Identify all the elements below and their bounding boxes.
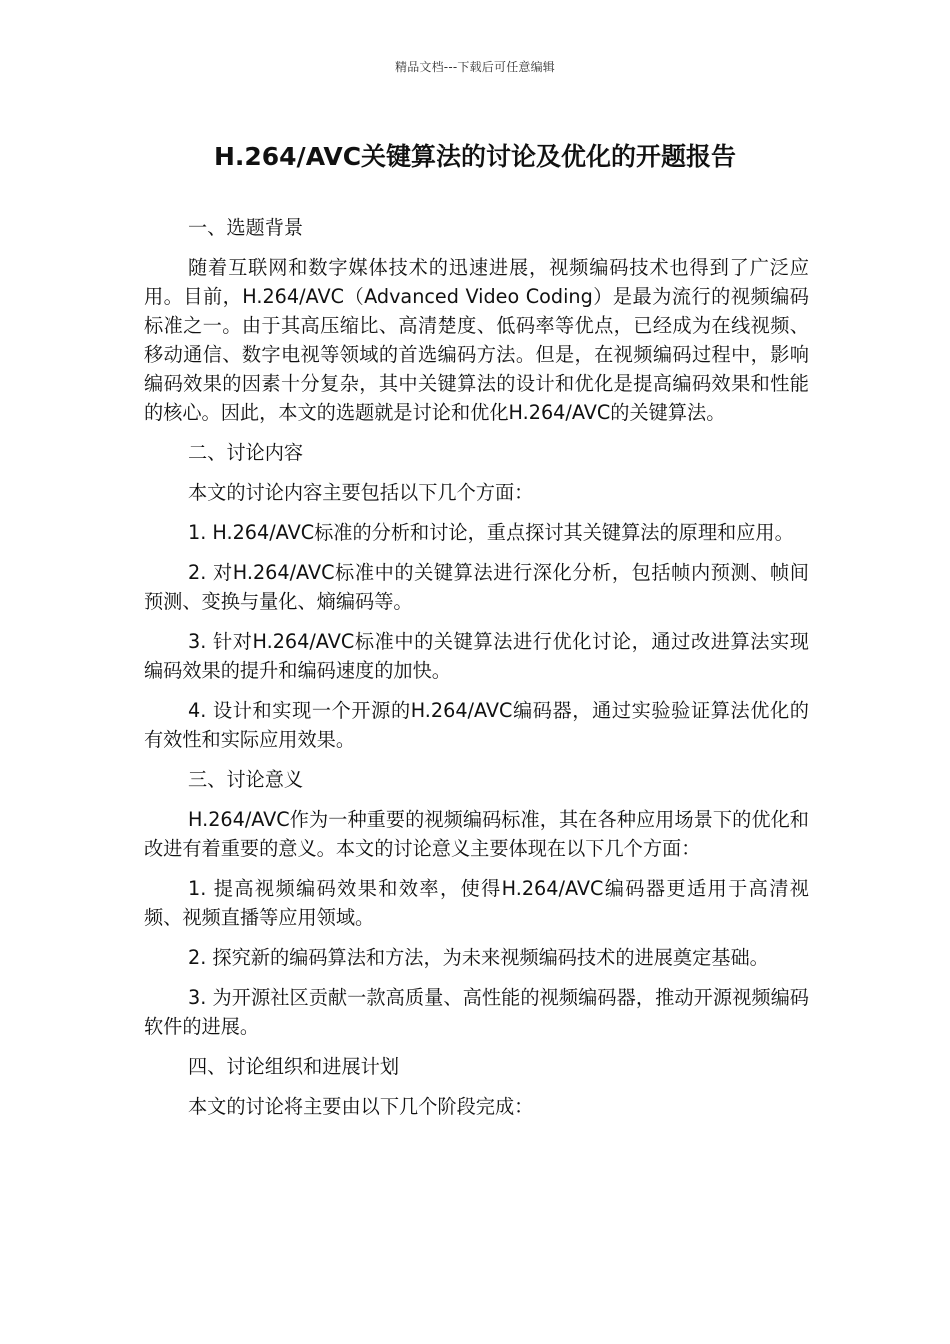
list-item-content-1: 1. H.264/AVC标准的分析和讨论，重点探讨其关键算法的原理和应用。 <box>188 521 794 544</box>
list-item-content-4: 4. 设计和实现一个开源的H.264/AVC编码器，通过实验验证算法优化的有效性和实际应用效果。 <box>144 699 809 751</box>
paragraph-significance-intro: H.264/AVC作为一种重要的视频编码标准，其在各种应用场景下的优化和改进有着重要的意义。本文的讨论意义主要体现在以下几个方面： <box>144 808 809 860</box>
paragraph-background: 随着互联网和数字媒体技术的迅速进展，视频编码技术也得到了广泛应用。目前，H.264/AVC（Advanced Video Coding）是最为流行的视频编码标准之一。由于其高压缩比、高清楚度、低码率等优点，已经成为在线视频、移动通信、数字电视等领域的首选编码方法。但是，在视频编码过程中，影响编码效果的因素十分复杂，其中关键算法的设计和优化是提高编码效果和性能的核心。因此，本文的选题就是讨论和优化H.264/AVC的关键算法。 <box>144 256 809 424</box>
page-header-note: 精品文档---下载后可任意编辑 <box>395 60 555 74</box>
paragraph-content-intro: 本文的讨论内容主要包括以下几个方面： <box>188 481 534 504</box>
list-item-significance-3: 3. 为开源社区贡献一款高质量、高性能的视频编码器，推动开源视频编码软件的进展。 <box>144 986 809 1038</box>
section-heading-significance: 三、讨论意义 <box>188 768 304 791</box>
document-title: H.264/AVC关键算法的讨论及优化的开题报告 <box>213 142 737 171</box>
section-heading-background: 一、选题背景 <box>188 216 304 239</box>
document-body <box>144 213 809 1132</box>
section-heading-content: 二、讨论内容 <box>188 441 304 464</box>
section-heading-plan: 四、讨论组织和进展计划 <box>188 1055 400 1078</box>
list-item-content-3: 3. 针对H.264/AVC标准中的关键算法进行优化讨论，通过改进算法实现编码效果的提升和编码速度的加快。 <box>144 630 809 682</box>
paragraph-plan-intro: 本文的讨论将主要由以下几个阶段完成： <box>188 1095 534 1118</box>
list-item-content-2: 2. 对H.264/AVC标准中的关键算法进行深化分析，包括帧内预测、帧间预测、变换与量化、熵编码等。 <box>144 561 809 613</box>
list-item-significance-1: 1. 提高视频编码效果和效率，使得H.264/AVC编码器更适用于高清视频、视频直播等应用领域。 <box>144 877 809 929</box>
list-item-significance-2: 2. 探究新的编码算法和方法，为未来视频编码技术的进展奠定基础。 <box>188 946 769 969</box>
